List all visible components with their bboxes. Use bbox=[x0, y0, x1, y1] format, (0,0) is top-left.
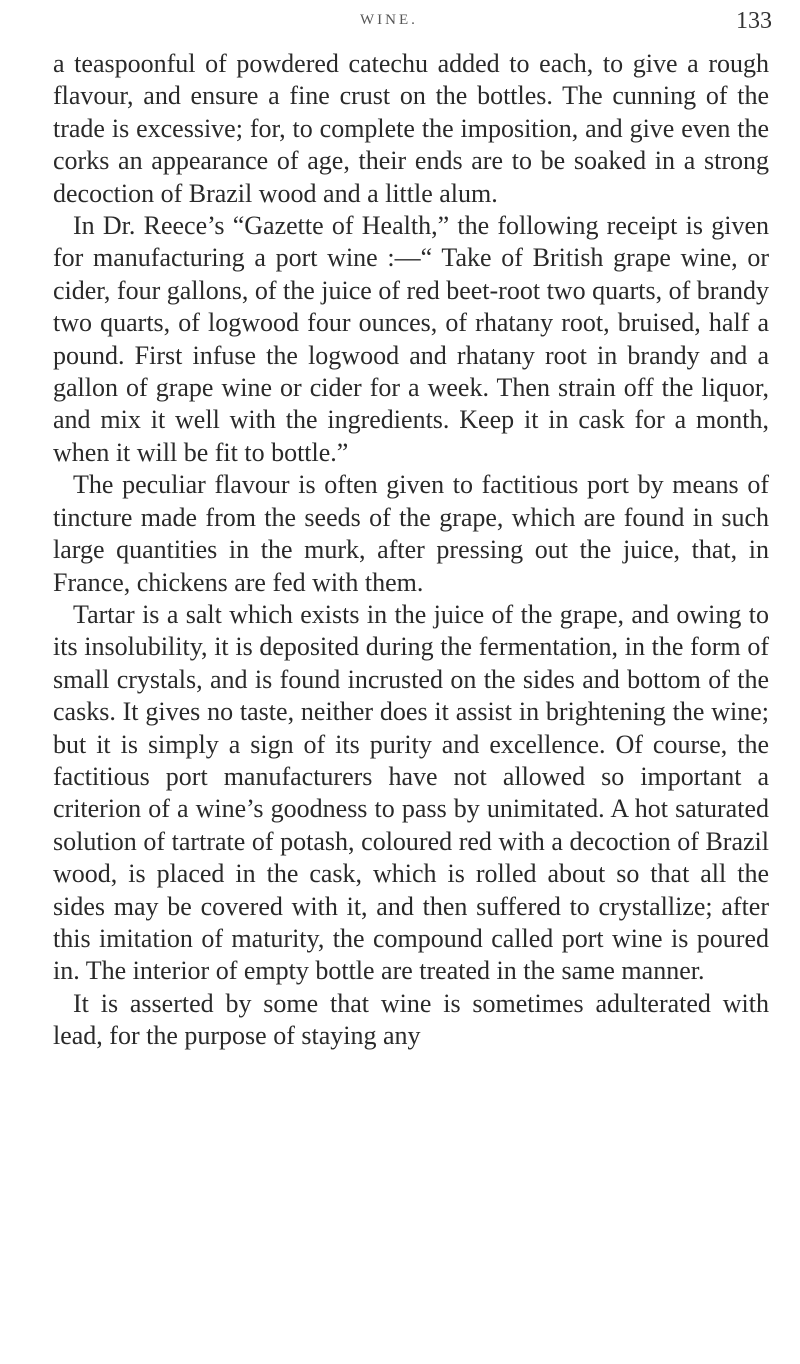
paragraph-lead: It is asserted by some that wine is sometimes adulterated with lead, for the purpose of staying any bbox=[53, 988, 769, 1051]
body-text bbox=[53, 48, 769, 1053]
running-title: WINE. bbox=[360, 12, 418, 28]
paragraph-tartar: Tartar is a salt which exists in the juice of the grape, and owing to its insolubility, it is deposited during the fermentation, in the form of small crystals, and is found incrusted on the sides and bottom of the casks. It gives no taste, neither does it assist in brightening the wine; but it is simply a sign of its purity and excellence. Of course, the factitious port manufacturers have not allowed so important a criterion of a wine’s goodness to pass by unimitated. A hot saturated solution of tartrate of potash, coloured red with a decoction of Brazil wood, is placed in the cask, which is rolled about so that all the sides may be covered with it, and then suffered to crystallize; after this imitation of maturity, the compound called port wine is poured in. The interior of empty bottle are treated in the same manner. bbox=[53, 599, 769, 986]
paragraph-catechu: a teaspoonful of powdered catechu added to each, to give a rough flavour, and ensure a fine crust on the bottles. The cunning of the trade is excessive; for, to complete the imposition, and give even the corks an appearance of age, their ends are to be soaked in a strong decoction of Brazil wood and a little alum. bbox=[53, 49, 769, 208]
page-number: 133 bbox=[736, 8, 772, 34]
paragraph-reece-receipt: In Dr. Reece’s “Gazette of Health,” the following receipt is given for manufacturing a port wine :—“ Take of British grape wine, or cider, four gallons, of the juice of red beet-root two quarts, of brandy two quarts, of logwood four ounces, of rhatany root, bruised, half a pound. First infuse the logwood and rhatany root in brandy and a gallon of grape wine or cider for a week. Then strain off the liquor, and mix it well with the ingredients. Keep it in cask for a month, when it will be fit to bottle.” bbox=[53, 211, 769, 467]
running-head bbox=[0, 4, 800, 44]
paragraph-grape-seeds: The peculiar flavour is often given to factitious port by means of tincture made from the seeds of the grape, which are found in such large quantities in the murk, after pressing out the juice, that, in France, chickens are fed with them. bbox=[53, 470, 769, 597]
